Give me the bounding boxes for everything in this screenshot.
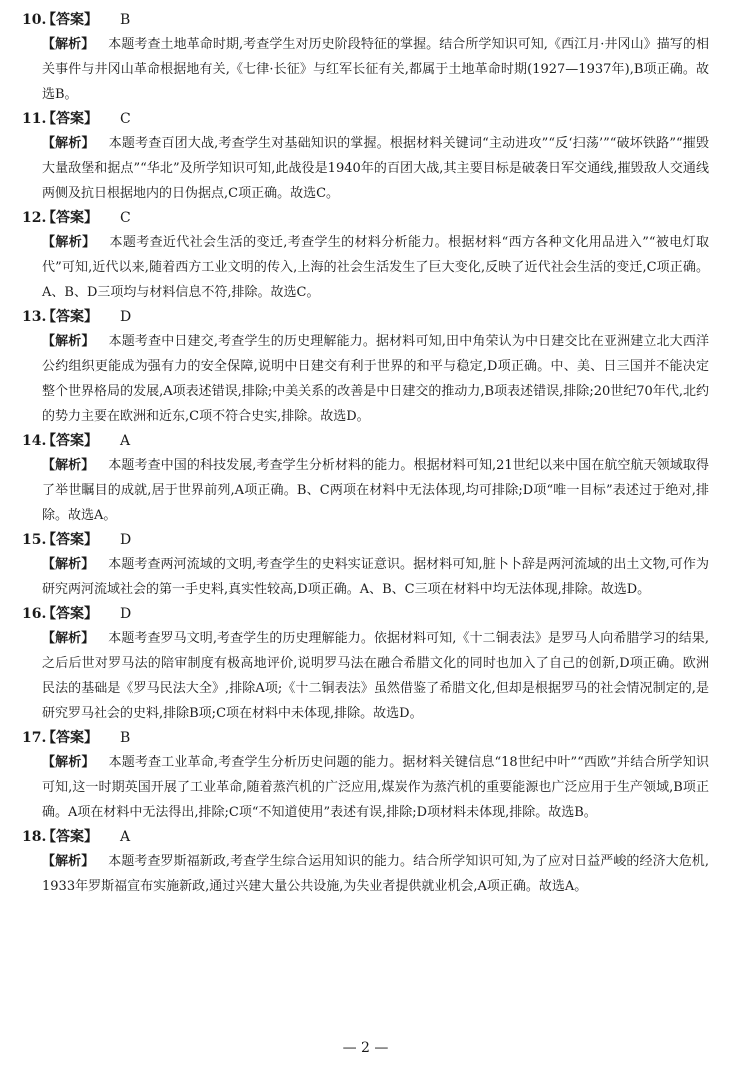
answer-value: D [120, 606, 132, 622]
analysis-tag: 【解析】 [42, 631, 95, 646]
analysis-block [42, 552, 709, 602]
analysis-text: 本题考查中国的科技发展,考查学生分析材料的能力。根据材料可知,21世纪以来中国在航空航天领域取得了举世瞩目的成就,居于世界前列,A项正确。B、C两项在材料中无法体现,均可排除;D项“唯一目标”表述过于绝对,排除。故选A。 [42, 458, 709, 523]
answer-tag: 【答案】 [42, 433, 98, 449]
analysis-block [42, 32, 709, 107]
analysis-text: 本题考查罗斯福新政,考查学生综合运用知识的能力。结合所学知识可知,为了应对日益严峻的经济大危机,1933年罗斯福宣布实施新政,通过兴建大量公共设施,为失业者提供就业机会,A项正确。故选A。 [42, 854, 709, 894]
answer-value: D [120, 309, 132, 325]
answer-tag: 【答案】 [42, 111, 98, 127]
answer-tag: 【答案】 [42, 532, 98, 548]
question-number: 18. [22, 829, 47, 845]
question-item [22, 602, 709, 726]
answer-line [22, 825, 709, 849]
analysis-block [42, 230, 709, 305]
question-number: 15. [22, 532, 47, 548]
question-item [22, 825, 709, 899]
analysis-tag: 【解析】 [42, 755, 95, 770]
analysis-text: 本题考查百团大战,考查学生对基础知识的掌握。根据材料关键词“主动进攻”“反‘扫荡’”“破坏铁路”“摧毁大量敌堡和据点”“华北”及所学知识可知,此战役是1940年的百团大战,其主要目标是破袭日军交通线,摧毁敌人交通线两侧及抗日根据地内的日伪据点,C项正确。故选C。 [42, 136, 709, 201]
question-number: 11. [22, 111, 47, 127]
question-item [22, 726, 709, 825]
question-item [22, 8, 709, 107]
answer-list [22, 8, 709, 899]
analysis-tag: 【解析】 [42, 136, 95, 151]
answer-value: B [120, 730, 131, 746]
answer-tag: 【答案】 [42, 606, 98, 622]
question-number: 14. [22, 433, 47, 449]
analysis-tag: 【解析】 [42, 557, 95, 572]
answer-tag: 【答案】 [42, 730, 98, 746]
answer-tag: 【答案】 [42, 12, 98, 28]
analysis-block [42, 131, 709, 206]
answer-tag: 【答案】 [42, 829, 98, 845]
question-number: 12. [22, 210, 47, 226]
answer-line [22, 107, 709, 131]
answer-line [22, 726, 709, 750]
question-number: 10. [22, 12, 47, 28]
analysis-text: 本题考查中日建交,考查学生的历史理解能力。据材料可知,田中角荣认为中日建交比在亚洲建立北大西洋公约组织更能成为强有力的安全保障,说明中日建交有利于世界的和平与稳定,D项正确。中、美、日三国并不能决定整个世界格局的发展,A项表述错误,排除;中美关系的改善是中日建交的推动力,B项表述错误,排除;20世纪70年代,北约的势力主要在欧洲和近东,C项不符合史实,排除。故选D。 [42, 334, 709, 424]
question-number: 17. [22, 730, 47, 746]
analysis-block [42, 626, 709, 726]
analysis-text: 本题考查近代社会生活的变迁,考查学生的材料分析能力。根据材料“西方各种文化用品进入”“被电灯取代”可知,近代以来,随着西方工业文明的传入,上海的社会生活发生了巨大变化,反映了近代社会生活的变迁,C项正确。A、B、D三项均与材料信息不符,排除。故选C。 [42, 235, 709, 300]
answer-value: C [120, 210, 131, 226]
page-number: — 2 — [342, 1040, 389, 1056]
analysis-text: 本题考查罗马文明,考查学生的历史理解能力。依据材料可知,《十二铜表法》是罗马人向希腊学习的结果,之后后世对罗马法的陪审制度有极高地评价,说明罗马法在融合希腊文化的同时也加入了自己的创新,D项正确。欧洲民法的基础是《罗马民法大全》,排除A项;《十二铜表法》虽然借鉴了希腊文化,但却是根据罗马的社会情况制定的,是研究罗马社会的史料,排除B项;C项在材料中未体现,排除。故选D。 [42, 631, 709, 721]
analysis-tag: 【解析】 [42, 854, 95, 869]
question-item [22, 429, 709, 528]
analysis-tag: 【解析】 [42, 235, 96, 250]
analysis-text: 本题考查土地革命时期,考查学生对历史阶段特征的掌握。结合所学知识可知,《西江月·井冈山》描写的相关事件与井冈山革命根据地有关,《七律·长征》与红军长征有关,都属于土地革命时期(1927—1937年),B项正确。故选B。 [42, 37, 709, 102]
analysis-block [42, 329, 709, 429]
answer-line [22, 429, 709, 453]
answer-value: C [120, 111, 131, 127]
answer-line [22, 305, 709, 329]
answer-value: D [120, 532, 132, 548]
answer-line [22, 8, 709, 32]
answer-line [22, 602, 709, 626]
answer-value: A [120, 829, 131, 845]
analysis-tag: 【解析】 [42, 37, 95, 52]
question-item [22, 305, 709, 429]
answer-line [22, 206, 709, 230]
analysis-tag: 【解析】 [42, 334, 95, 349]
analysis-text: 本题考查两河流域的文明,考查学生的史料实证意识。据材料可知,脏卜卜辞是两河流域的出土文物,可作为研究两河流域社会的第一手史料,真实性较高,D项正确。A、B、C三项在材料中均无法体现,排除。故选D。 [42, 557, 709, 597]
analysis-text: 本题考查工业革命,考查学生分析历史问题的能力。据材料关键信息“18世纪中叶”“西欧”并结合所学知识可知,这一时期英国开展了工业革命,随着蒸汽机的广泛应用,煤炭作为蒸汽机的重要能源也广泛应用于生产领域,B项正确。A项在材料中无法得出,排除;C项“不知道使用”表述有误,排除;D项材料未体现,排除。故选B。 [42, 755, 709, 820]
analysis-block [42, 453, 709, 528]
question-number: 16. [22, 606, 47, 622]
answer-value: A [120, 433, 131, 449]
analysis-tag: 【解析】 [42, 458, 95, 473]
answer-tag: 【答案】 [42, 309, 98, 325]
answer-value: B [120, 12, 131, 28]
analysis-block [42, 849, 709, 899]
question-item [22, 206, 709, 305]
answer-line [22, 528, 709, 552]
question-item [22, 528, 709, 602]
answer-tag: 【答案】 [42, 210, 98, 226]
question-number: 13. [22, 309, 47, 325]
analysis-block [42, 750, 709, 825]
question-item [22, 107, 709, 206]
